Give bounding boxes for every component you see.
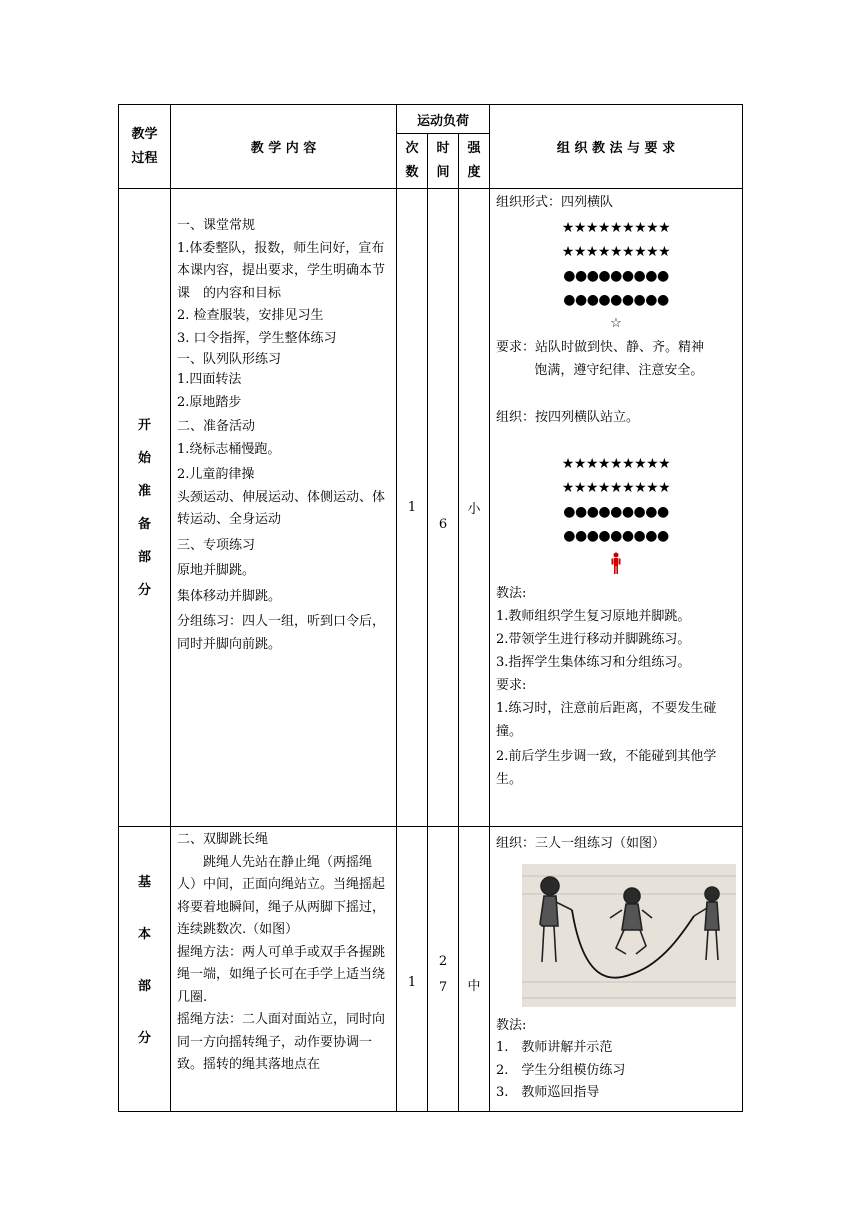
part1-method — [490, 189, 743, 827]
header-content: 教 学 内 容 — [171, 105, 397, 189]
org-line: 组织：按四列横队站立。 — [496, 410, 640, 425]
content-line: 3. 口令指挥，学生整体练习 — [177, 330, 337, 346]
content-paragraph: 摇绳方法：二人面对面站立，同时向同一方向摇转绳子，动作要协调一致。摇转的绳其落地点在 — [177, 1012, 386, 1072]
method-title: 教法: — [496, 1017, 527, 1033]
part2-content — [171, 827, 397, 1112]
formation-diagram-1 — [496, 216, 736, 336]
part1-content — [171, 189, 397, 827]
content-line: 1.体委整队，报数，师生问好，宣布本课内容，提出要求，学生明确本节课 的内容和目标 — [177, 240, 386, 301]
student-row-stars: ★★★★★★★★★ — [561, 480, 671, 496]
requirement-line: 饱满，遵守纪律、注意安全。 — [534, 363, 704, 378]
part1-intensity: 小 — [459, 189, 490, 827]
content-paragraph: 握绳方法：两人可单手或双手各握跳绳一端，如绳子长可在手学上适当绕几圈. — [177, 944, 386, 1005]
student-row-stars: ★★★★★★★★★ — [561, 220, 671, 236]
student-row-dots: ●●●●●●●●● — [563, 528, 669, 544]
header-process: 教学 过程 — [119, 105, 171, 189]
student-row-stars: ★★★★★★★★★ — [561, 244, 671, 260]
part2-time: 2 7 — [428, 827, 459, 1112]
content-paragraph: 跳绳人先站在静止绳（两摇绳人）中间，正面向绳站立。当绳摇起将要着地瞬间，绳子从两脚下摇过，连续跳数次.（如图） — [177, 854, 386, 937]
content-title: 二、双脚跳长绳 — [177, 832, 269, 847]
org-line: 组织：三人一组练习（如图） — [496, 836, 666, 851]
content-line: 1.四面转法 — [177, 372, 242, 387]
req-line: 2.前后学生步调一致，不能碰到其他学生。 — [496, 749, 717, 787]
content-line: 三、专项练习 — [177, 537, 256, 553]
jump-rope-illustration — [522, 864, 736, 1007]
header-time: 时 间 — [428, 134, 459, 189]
content-line: 头颈运动、伸展运动、体侧运动、体转运动、全身运动 — [177, 489, 386, 527]
student-row-dots: ●●●●●●●●● — [563, 504, 669, 520]
part2-intensity: 中 — [459, 827, 490, 1112]
org-form: 组织形式：四列横队 — [496, 195, 614, 210]
requirement-line: 要求：站队时做到快、静、齐。精神 — [496, 340, 705, 355]
teacher-star-icon: ☆ — [610, 316, 622, 331]
part1-time: 6 — [428, 189, 459, 827]
content-line: 原地并脚跳。 — [177, 563, 256, 578]
method-line: 1. 教师讲解并示范 — [496, 1040, 613, 1055]
jump-rope-drawing — [522, 864, 736, 1007]
formation-diagram-2 — [496, 452, 736, 578]
header-load: 运动负荷 — [397, 105, 490, 134]
part2-count: 1 — [397, 827, 428, 1112]
header-method: 组 织 教 法 与 要 求 — [490, 105, 743, 189]
lesson-plan-table — [118, 104, 743, 1112]
student-row-stars: ★★★★★★★★★ — [561, 456, 671, 472]
header-intensity: 强 度 — [459, 134, 490, 189]
req-title: 要求: — [496, 678, 527, 693]
content-line: 2.原地踏步 — [177, 394, 242, 410]
method-title: 教法: — [496, 586, 527, 601]
method-line: 2.带领学生进行移动并脚跳练习。 — [496, 632, 691, 647]
part1-count: 1 — [397, 189, 428, 827]
req-line: 1.练习时，注意前后距离，不要发生碰撞。 — [496, 701, 717, 739]
content-line: 2.儿童韵律操 — [177, 467, 255, 482]
part1-label: 开 始 准 备 部 分 — [119, 189, 171, 827]
student-row-dots: ●●●●●●●●● — [563, 268, 669, 284]
method-line: 2. 学生分组模仿练习 — [496, 1062, 626, 1078]
content-line: 一、课堂常规 — [177, 218, 256, 233]
teacher-person-icon — [611, 552, 621, 574]
content-line: 二、准备活动 — [177, 419, 256, 434]
method-line: 3.指挥学生集体练习和分组练习。 — [496, 655, 691, 670]
student-row-dots: ●●●●●●●●● — [563, 292, 669, 308]
method-line: 3. 教师巡回指导 — [496, 1085, 600, 1100]
part2-method — [490, 827, 743, 1112]
header-count: 次 数 — [397, 134, 428, 189]
method-line: 1.教师组织学生复习原地并脚跳。 — [496, 609, 691, 624]
content-line: 一、队列队形练习 — [177, 352, 282, 367]
content-line: 分组练习：四人一组，听到口令后，同时并脚向前跳。 — [177, 614, 386, 652]
content-line: 2. 检查服装，安排见习生 — [177, 308, 324, 323]
content-line: 1.绕标志桶慢跑。 — [177, 441, 281, 457]
part2-label: 基 本 部 分 — [119, 827, 171, 1112]
content-line: 集体移动并脚跳。 — [177, 588, 282, 604]
